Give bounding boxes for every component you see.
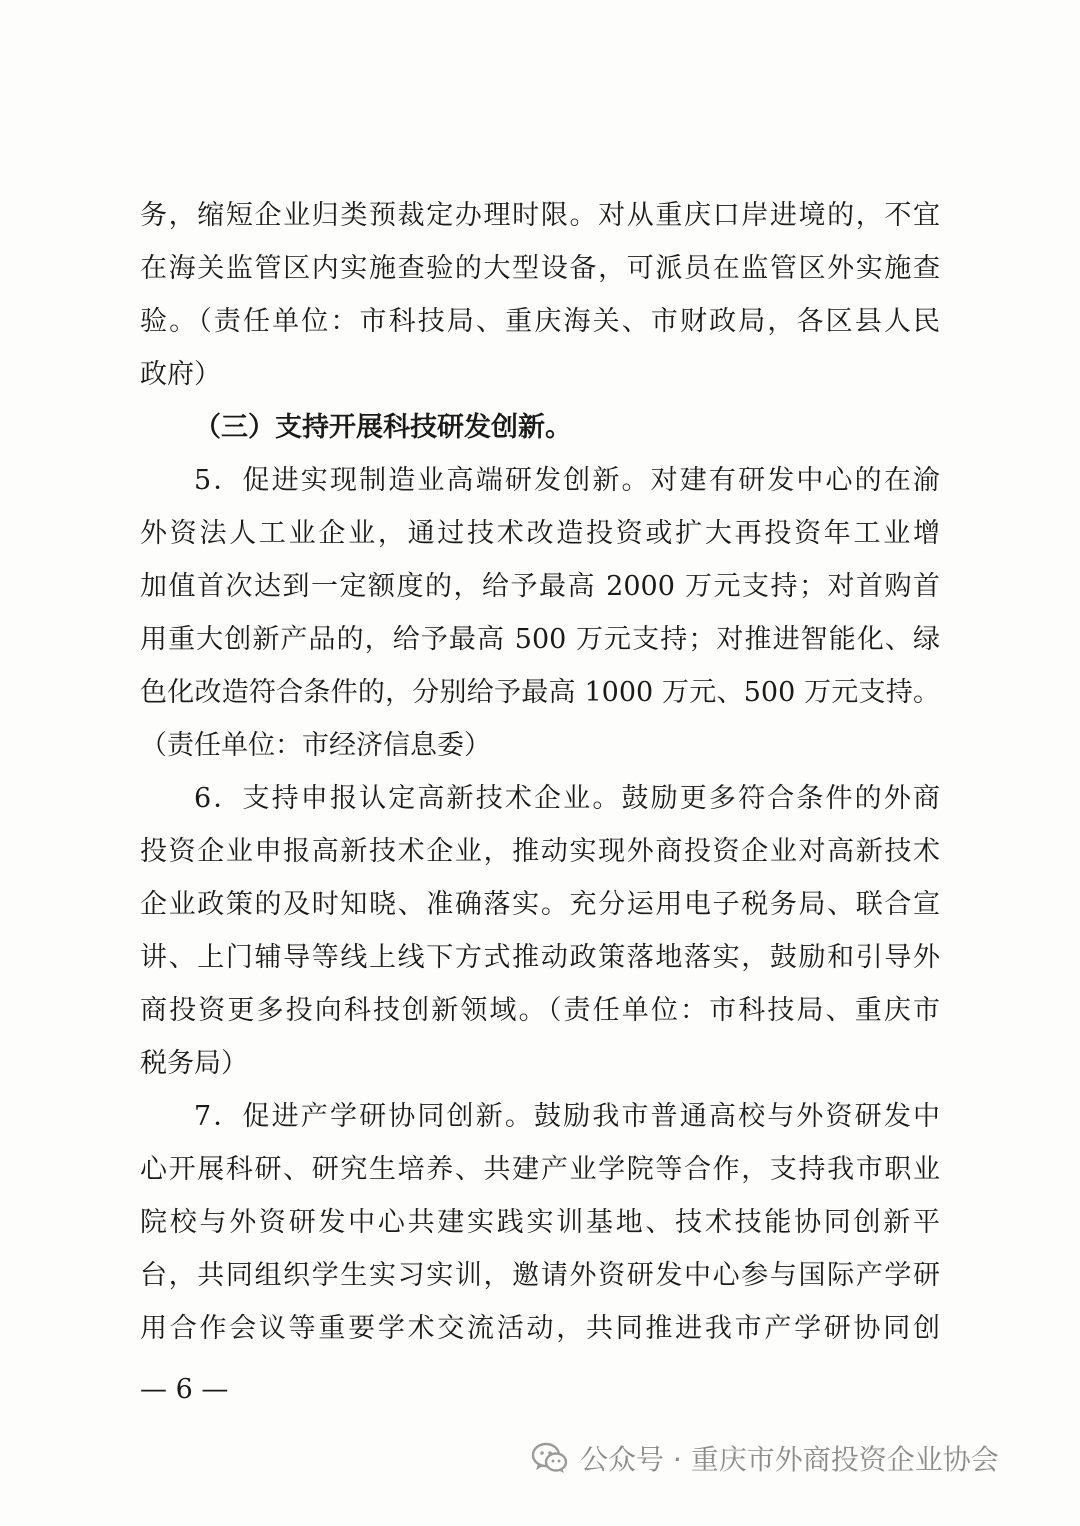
body-line: 商投资更多投向科技创新领域。（责任单位：市科技局、重庆市 — [140, 995, 940, 1026]
body-line: 加值首次达到一定额度的，给予最高 2000 万元支持；对首购首 — [140, 571, 940, 602]
body-line: 企业政策的及时知晓、准确落实。充分运用电子税务局、联合宣 — [140, 889, 940, 920]
body-line: 外资法人工业企业，通过技术改造投资或扩大再投资年工业增 — [140, 518, 940, 549]
body-line: （责任单位：市经济信息委） — [140, 730, 491, 761]
body-line: 讲、上门辅导等线上线下方式推动政策落地落实，鼓励和引导外 — [140, 942, 940, 973]
page-number: — 6 — — [140, 1374, 229, 1405]
section-heading: （三）支持开展科技研发创新。 — [194, 412, 572, 443]
body-line: 验。（责任单位：市科技局、重庆海关、市财政局，各区县人民 — [140, 306, 940, 337]
body-line: 心开展科研、研究生培养、共建产业学院等合作，支持我市职业 — [140, 1154, 940, 1185]
body-line: 院校与外资研发中心共建实践实训基地、技术技能协同创新平 — [140, 1207, 940, 1238]
body-line: 在海关监管区内实施查验的大型设备，可派员在监管区外实施查 — [140, 253, 940, 284]
body-line: 用重大创新产品的，给予最高 500 万元支持；对推进智能化、绿 — [140, 624, 940, 655]
body-line: 务，缩短企业归类预裁定办理时限。对从重庆口岸进境的，不宜 — [140, 200, 940, 231]
body-line: 投资企业申报高新技术企业，推动实现外商投资企业对高新技术 — [140, 836, 940, 867]
body-line: 政府） — [140, 359, 221, 390]
body-line: 台，共同组织学生实习实训，邀请外资研发中心参与国际产学研 — [140, 1260, 940, 1291]
wechat-icon — [530, 1438, 570, 1478]
body-line: 6．支持申报认定高新技术企业。鼓励更多符合条件的外商 — [194, 783, 940, 814]
body-line: 用合作会议等重要学术交流活动，共同推进我市产学研协同创 — [140, 1313, 940, 1344]
body-line: 税务局） — [140, 1048, 248, 1079]
watermark-text: 公众号 · 重庆市外商投资企业协会 — [580, 1443, 999, 1476]
body-line: 色化改造符合条件的，分别给予最高 1000 万元、500 万元支持。 — [140, 677, 940, 708]
body-line: 5．促进实现制造业高端研发创新。对建有研发中心的在渝 — [194, 465, 940, 496]
wechat-watermark — [530, 1436, 999, 1480]
body-line: 7．促进产学研协同创新。鼓励我市普通高校与外资研发中 — [194, 1101, 940, 1132]
